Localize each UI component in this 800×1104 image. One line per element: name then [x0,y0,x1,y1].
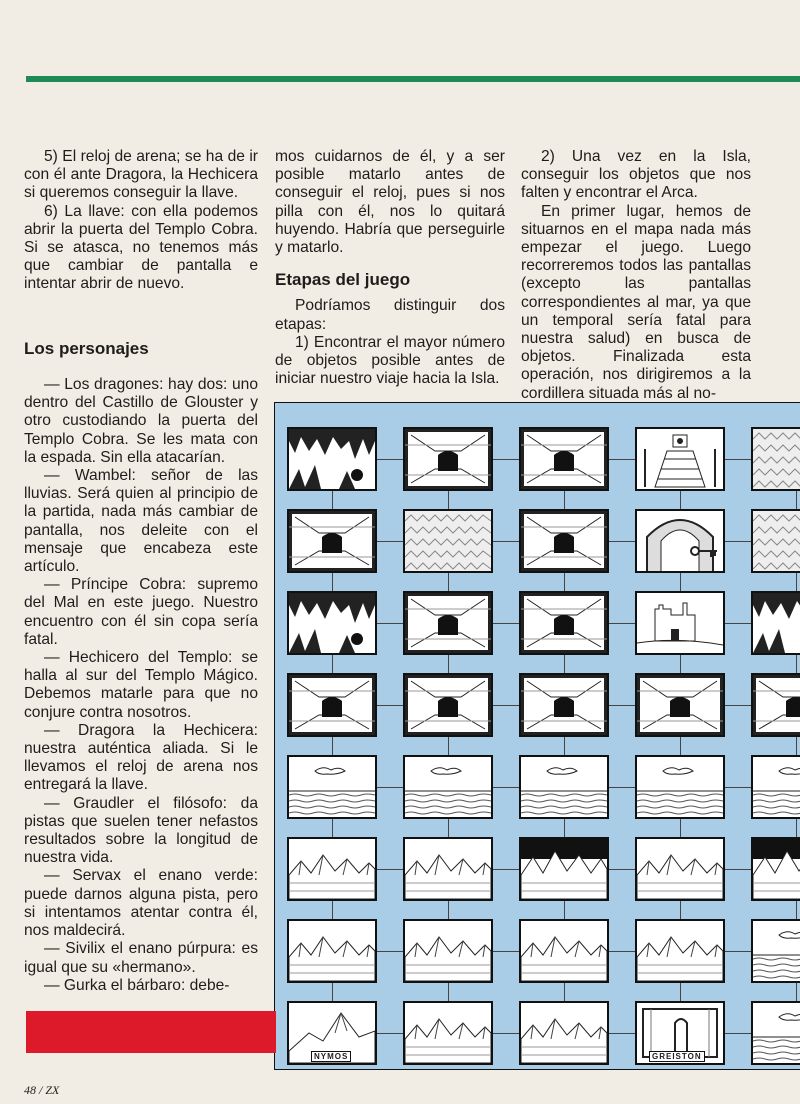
green-rule [26,76,800,82]
map-connector [493,459,519,460]
map-connector [377,541,403,542]
map-screen-castle [635,591,725,655]
map-connector [564,491,565,509]
map-connector [564,737,565,755]
paragraph: mos cuidarnos de él, y a ser posible matarlo antes de conseguir el reloj, pues si nos pilla con él, nos lo quitará huyendo. Habría que perseguirle y matarlo. [275,148,505,257]
map-screen-sea [751,755,800,819]
map-connector [564,983,565,1001]
map-connector [796,819,797,837]
map-screen-mountd [751,837,800,901]
map-screen-sea [519,755,609,819]
map-connector [725,787,751,788]
map-connector [680,901,681,919]
map-screen-tunnel [287,673,377,737]
map-connector [448,491,449,509]
map-connector [725,951,751,952]
map-connector [493,787,519,788]
map-screen-mount [287,837,377,901]
map-connector [609,951,635,952]
map-screen-sea [403,755,493,819]
map-connector [796,491,797,509]
red-banner [26,1011,276,1053]
map-connector [725,705,751,706]
map-connector [377,705,403,706]
map-connector [332,819,333,837]
map-connector [332,573,333,591]
map-screen-mount [403,837,493,901]
map-connector [680,819,681,837]
map-connector [332,983,333,1001]
map-connector [796,901,797,919]
map-connector [332,901,333,919]
map-screen-cave [287,591,377,655]
map-screen-zig [751,427,800,491]
map-screen-tunnel [403,673,493,737]
map-connector [725,541,751,542]
map-connector [448,901,449,919]
map-connector [796,737,797,755]
map-connector [493,1033,519,1034]
map-screen-mount [519,1001,609,1065]
map-screen-tunnel [403,427,493,491]
map-screen-zig [751,509,800,573]
map-connector [725,1033,751,1034]
map-screen-tunnel [287,509,377,573]
paragraph: 5) El reloj de arena; se ha de ir con él ante Dragora, la Hechicera si queremos conseguir la llave. [24,148,258,202]
map-connector [377,787,403,788]
map-connector [725,869,751,870]
paragraph: — Gurka el bárbaro: debe- [44,976,230,994]
map-screen-door [635,509,725,573]
text-column-1 [24,148,258,294]
map-connector [609,459,635,460]
map-connector [609,787,635,788]
map-screen-mount [287,919,377,983]
map-connector [332,737,333,755]
section-heading-etapas: Etapas del juego [275,270,411,290]
map-connector [448,737,449,755]
game-map [274,402,800,1070]
map-connector [448,655,449,673]
map-label-nymos: NYMOS [311,1051,351,1062]
map-screen-temple [635,427,725,491]
paragraph: En primer lugar, hemos de situarnos en el mapa nada más empezar el juego. Luego recorreremos todos las pantallas (excepto las pantallas correspondientes al mar, ya que un temporal sería fatal para nuestra salud) en busca de objetos. Finalizada esta operación, nos dirigiremos a la cordillera situada más al no- [521,202,751,402]
map-connector [796,983,797,1001]
map-connector [493,705,519,706]
map-connector [564,819,565,837]
map-connector [680,573,681,591]
map-connector [796,655,797,673]
map-screen-zig [403,509,493,573]
map-screen-mount [635,837,725,901]
paragraph: 2) Una vez en la Isla, conseguir los objetos que nos falten y encontrar el Arca. [521,148,751,202]
map-connector [448,573,449,591]
map-connector [332,655,333,673]
map-connector [493,869,519,870]
map-screen-sea [751,919,800,983]
map-screen-cave [287,427,377,491]
map-connector [680,655,681,673]
map-label-greiston: GREISTON [649,1051,705,1062]
map-connector [377,623,403,624]
map-connector [493,541,519,542]
paragraph: — Príncipe Cobra: supremo del Mal en este juego. Nuestro encuentro con él sin copa sería fatal. [24,576,258,648]
map-connector [377,869,403,870]
map-screen-sea [751,1001,800,1065]
map-connector [725,623,751,624]
map-connector [609,541,635,542]
map-screen-tunnel [403,591,493,655]
map-screen-tunnel [751,673,800,737]
map-connector [448,983,449,1001]
map-connector [564,901,565,919]
map-connector [609,705,635,706]
map-connector [493,623,519,624]
paragraph: — Servax el enano verde: puede darnos alguna pista, pero si intentamos atentar contra él, nos maldecirá. [24,867,258,940]
map-connector [377,1033,403,1034]
map-screen-mount [635,919,725,983]
map-connector [564,573,565,591]
paragraph: — Graudler el filósofo: da pistas que suelen tener nefastos resultados sobre la longitud de nuestra vida. [24,794,258,867]
map-screen-tunnel [519,673,609,737]
map-connector [377,951,403,952]
map-screen-mountd [519,837,609,901]
paragraph: — Wambel: señor de las lluvias. Será quien al principio de la partida, nada más cambiar de pantalla, nos deleite con el mensaje que encabeza este artículo. [24,467,258,576]
paragraph: — Hechicero del Templo: se halla al sur del Templo Mágico. Debemos matarle para que no conjure contra nosotros. [24,649,258,721]
map-screen-mount [519,919,609,983]
map-connector [680,737,681,755]
paragraph: — Sivilix el enano púrpura: es igual que su «hermano». [24,940,258,976]
map-connector [448,819,449,837]
paragraph: 1) Encontrar el mayor número de objetos posible antes de iniciar nuestro viaje hacia la Isla. [275,333,505,388]
paragraph: Podríamos distinguir dos etapas: [275,297,505,333]
map-screen-sea [287,755,377,819]
map-connector [680,983,681,1001]
text-column-3 [521,148,751,403]
paragraph: — Los dragones: hay dos: uno dentro del Castillo de Glouster y otro custodiando la puerta del Templo Cobra. Se les mata con la espada. Sin ella atacarían. [24,376,258,466]
page-number: 48 / ZX [24,1083,60,1097]
map-connector [609,623,635,624]
map-screen-tunnel [635,673,725,737]
map-connector [796,573,797,591]
map-screen-tunnel [519,509,609,573]
map-screen-mount [403,1001,493,1065]
map-connector [609,869,635,870]
map-connector [609,1033,635,1034]
paragraph: 6) La llave: con ella podemos abrir la puerta del Templo Cobra. Si se atasca, no tenemos más que cambiar de pantalla e intentar abrir de nuevo. [24,202,258,293]
map-connector [725,459,751,460]
section-heading-personajes: Los personajes [24,339,149,358]
map-connector [680,491,681,509]
map-connector [564,655,565,673]
map-connector [332,491,333,509]
paragraph: — Dragora la Hechicera: nuestra auténtica aliada. Si le llevamos el reloj de arena nos entregará la llave. [24,721,258,794]
map-screen-tunnel [519,427,609,491]
text-column-2 [275,148,505,388]
map-screen-cave [751,591,800,655]
map-screen-tunnel [519,591,609,655]
map-connector [493,951,519,952]
map-screen-mount [403,919,493,983]
map-screen-sea [635,755,725,819]
map-connector [377,459,403,460]
personajes-list [24,376,258,995]
